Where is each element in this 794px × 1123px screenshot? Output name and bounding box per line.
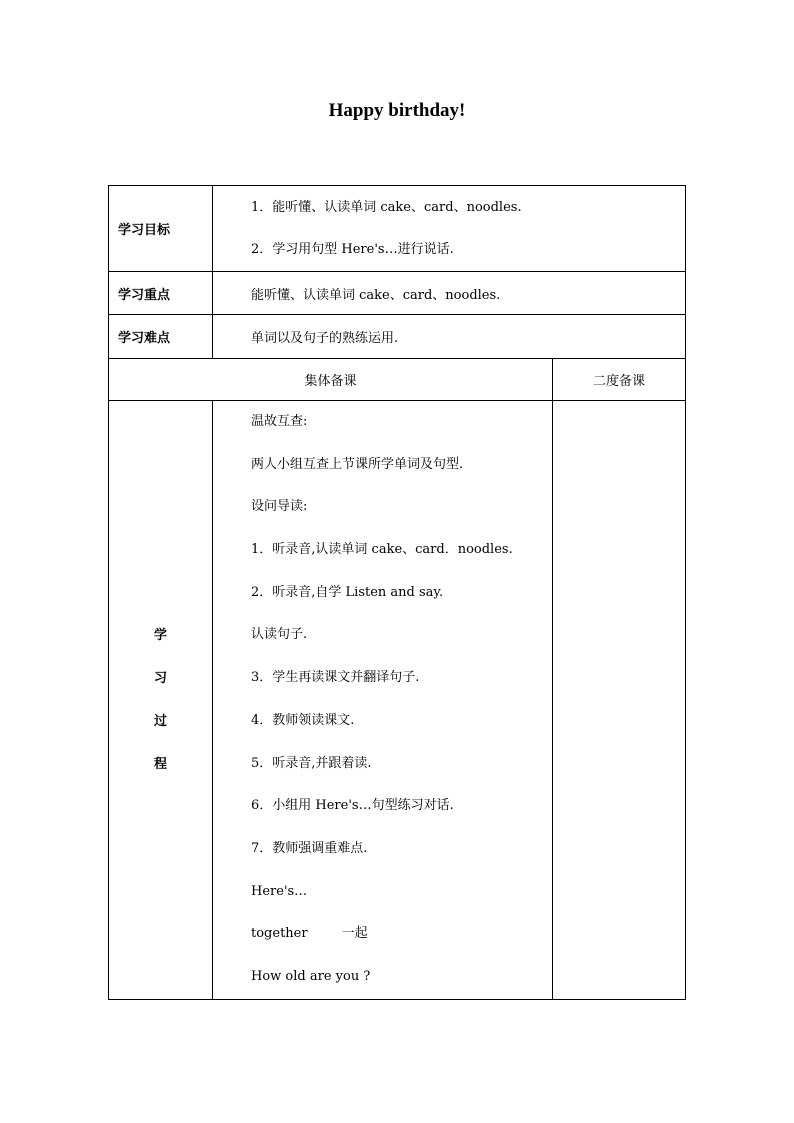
process-content xyxy=(213,401,553,1000)
vocab-line xyxy=(251,913,552,956)
process-line: 两人小组互查上节课所学单词及句型. xyxy=(251,456,464,472)
process-line: 3．学生再读课文并翻译句子. xyxy=(251,670,420,686)
process-line: 2．听录音,自学 Listen and say. xyxy=(251,584,444,600)
difficulties-row xyxy=(109,315,686,359)
objective-line: 2．学习用句型 Here's…进行说话. xyxy=(251,241,454,257)
objectives-label: 学习目标 xyxy=(109,186,213,272)
key-points-label: 学习重点 xyxy=(109,272,213,315)
key-points-content: 能听懂、认读单词 cake、card、noodles. xyxy=(213,272,686,315)
process-line: 4．教师领读课文. xyxy=(251,712,355,728)
process-line: 6．小组用 Here's…句型练习对话. xyxy=(251,798,454,814)
process-label-char: 学 xyxy=(153,627,167,643)
key-points-row xyxy=(109,272,686,315)
process-line: 1．听录音,认读单词 cake、card．noodles. xyxy=(251,542,513,558)
lesson-plan-table xyxy=(108,185,686,1000)
document-title: Happy birthday! xyxy=(328,100,466,121)
process-line: 7．教师强调重难点. xyxy=(251,840,368,856)
second-prep-header: 二度备课 xyxy=(553,359,686,401)
objective-line: 1．能听懂、认读单词 cake、card、noodles. xyxy=(251,199,522,215)
process-label-char: 程 xyxy=(153,756,167,772)
process-label-char: 习 xyxy=(153,670,167,686)
process-line: 5．听录音,并跟着读. xyxy=(251,755,372,771)
second-prep-cell xyxy=(553,401,686,1000)
process-label-char: 过 xyxy=(153,713,167,729)
process-line: 认读句子. xyxy=(251,627,308,643)
process-line: 温故互查: xyxy=(251,414,308,429)
process-line: How old are you ? xyxy=(251,968,371,984)
difficulties-label: 学习难点 xyxy=(109,315,213,359)
process-label xyxy=(109,401,213,1000)
vocab-meaning: 一起 xyxy=(341,926,368,942)
process-line: 设问导读: xyxy=(251,499,308,515)
process-row xyxy=(109,401,686,1000)
process-line: Here's… xyxy=(251,883,308,899)
collective-prep-header: 集体备课 xyxy=(109,359,553,401)
vocab-word: together xyxy=(251,926,308,942)
objectives-content xyxy=(213,186,686,272)
header-row xyxy=(109,359,686,401)
difficulties-content: 单词以及句子的熟练运用. xyxy=(213,315,686,359)
objectives-row xyxy=(109,186,686,272)
